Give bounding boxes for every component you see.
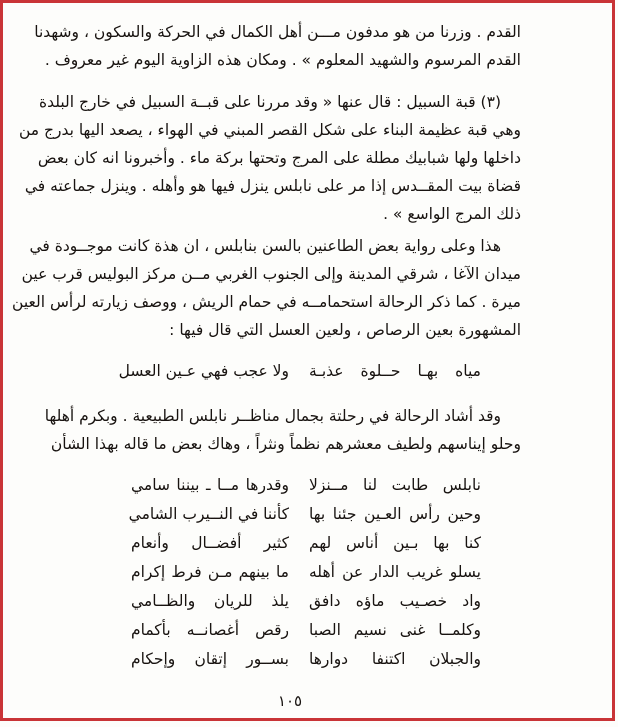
text-line: ميدان الآغا ، شرقي المدينة وإلى الجنوب الغربي مــن مركز البوليس قرب عين bbox=[21, 265, 521, 283]
text-line: داخلها ولها شبابيك مطلة على المرج وتحتها بركة ماء . وأخبرونا انه كان بعض bbox=[37, 149, 521, 167]
text-line: المشهورة بعين الرصاص ، ولعين العسل التي قال فيها : bbox=[169, 321, 521, 339]
verse-line bbox=[59, 587, 481, 616]
text-line: وقد أشاد الرحالة في رحلتة بجمال مناظــر نابلس الطبيعية . وبكرم أهلها bbox=[44, 407, 501, 425]
text-line: ذلك المرج الواسع » . bbox=[383, 205, 521, 223]
hemistich-right: كنا بها بـين أناس لهم bbox=[309, 534, 481, 552]
hemistich-right: والجبلان اكتنفا دوارها bbox=[309, 650, 481, 668]
hemistich-left: ما بينهم مـن فرط إكرام bbox=[131, 563, 289, 581]
paragraph-ishada bbox=[44, 402, 521, 458]
hemistich-left: كأننا في النــيرب الشامي bbox=[128, 505, 289, 523]
paragraph-riwaya bbox=[12, 232, 521, 344]
hemistich-right: وحين رأس العـين جئنا بها bbox=[309, 505, 481, 523]
hemistich-left: يلذ للريان والظــامي bbox=[131, 592, 289, 610]
standalone-verse bbox=[59, 357, 481, 386]
hemistich-left: كثير أفضــال وأنعام bbox=[131, 534, 289, 552]
text-line: (٣) قبة السبيل : قال عنها « وقد مررنا على قبــة السبيل في خارج البلدة bbox=[38, 93, 501, 111]
hemistich-left: بســور إتقان وإحكام bbox=[131, 650, 289, 668]
hemistich-left: ولا عجب فهي عـين العسل bbox=[118, 362, 289, 380]
hemistich-left: رقص أغصانــه بأكمام bbox=[131, 621, 289, 639]
verse-line bbox=[59, 616, 481, 645]
verse-line bbox=[59, 357, 481, 386]
hemistich-right: يسلو غريب الدار عن أهله bbox=[309, 563, 481, 581]
text-line: القدم . وزرنا من هو مدفون مـــن أهل الكمال في الحركة والسكون ، وشهدنا bbox=[34, 23, 521, 41]
hemistich-right: وكلمــا غنى نسيم الصبا bbox=[309, 621, 481, 639]
verse-line bbox=[59, 645, 481, 674]
verse-line bbox=[59, 558, 481, 587]
poem-nablus bbox=[59, 471, 481, 674]
verse-line bbox=[59, 529, 481, 558]
text-line: القدم المرسوم والشهيد المعلوم » . ومكان هذه الزاوية اليوم غير معروف . bbox=[44, 51, 521, 69]
hemistich-right: واد خصـيب ماؤه دافق bbox=[309, 592, 481, 610]
verse-line bbox=[59, 500, 481, 529]
hemistich-right: مياه بهـا حــلوة عذبـة bbox=[309, 362, 481, 380]
page-number: ١٠٥ bbox=[277, 692, 303, 710]
text-line: ميرة . كما ذكر الرحالة استحمامــه في حمام الريش ، ووصف زيارته لرأس العين bbox=[12, 293, 521, 311]
paragraph-qubbat-alsabil bbox=[18, 88, 521, 228]
paragraph-zawiya bbox=[34, 18, 521, 74]
text-line: وحلو إيناسهم ولطيف معشرهم نظماً ونثراً ، وهاك بعض ما قاله بهذا الشأن bbox=[50, 435, 521, 453]
text-line: هذا وعلى رواية بعض الطاعنين بالسن بنابلس ، ان هذة كانت موجــودة في bbox=[29, 237, 501, 255]
text-line: وهي قبة عظيمة البناء على شكل القصر المبني في الهواء ، يصعد اليها بدرج من bbox=[18, 121, 521, 139]
verse-line bbox=[59, 471, 481, 500]
hemistich-right: نابلس طابت لنا مــنزلا bbox=[309, 476, 481, 494]
page-content bbox=[12, 10, 521, 674]
text-line: قضاة بيت المقــدس إذا مر على نابلس ينزل فيها هو وأهله . وينزل جماعته في bbox=[24, 177, 521, 195]
hemistich-left: وقدرها مــا ـ بيننا سامي bbox=[131, 476, 289, 494]
